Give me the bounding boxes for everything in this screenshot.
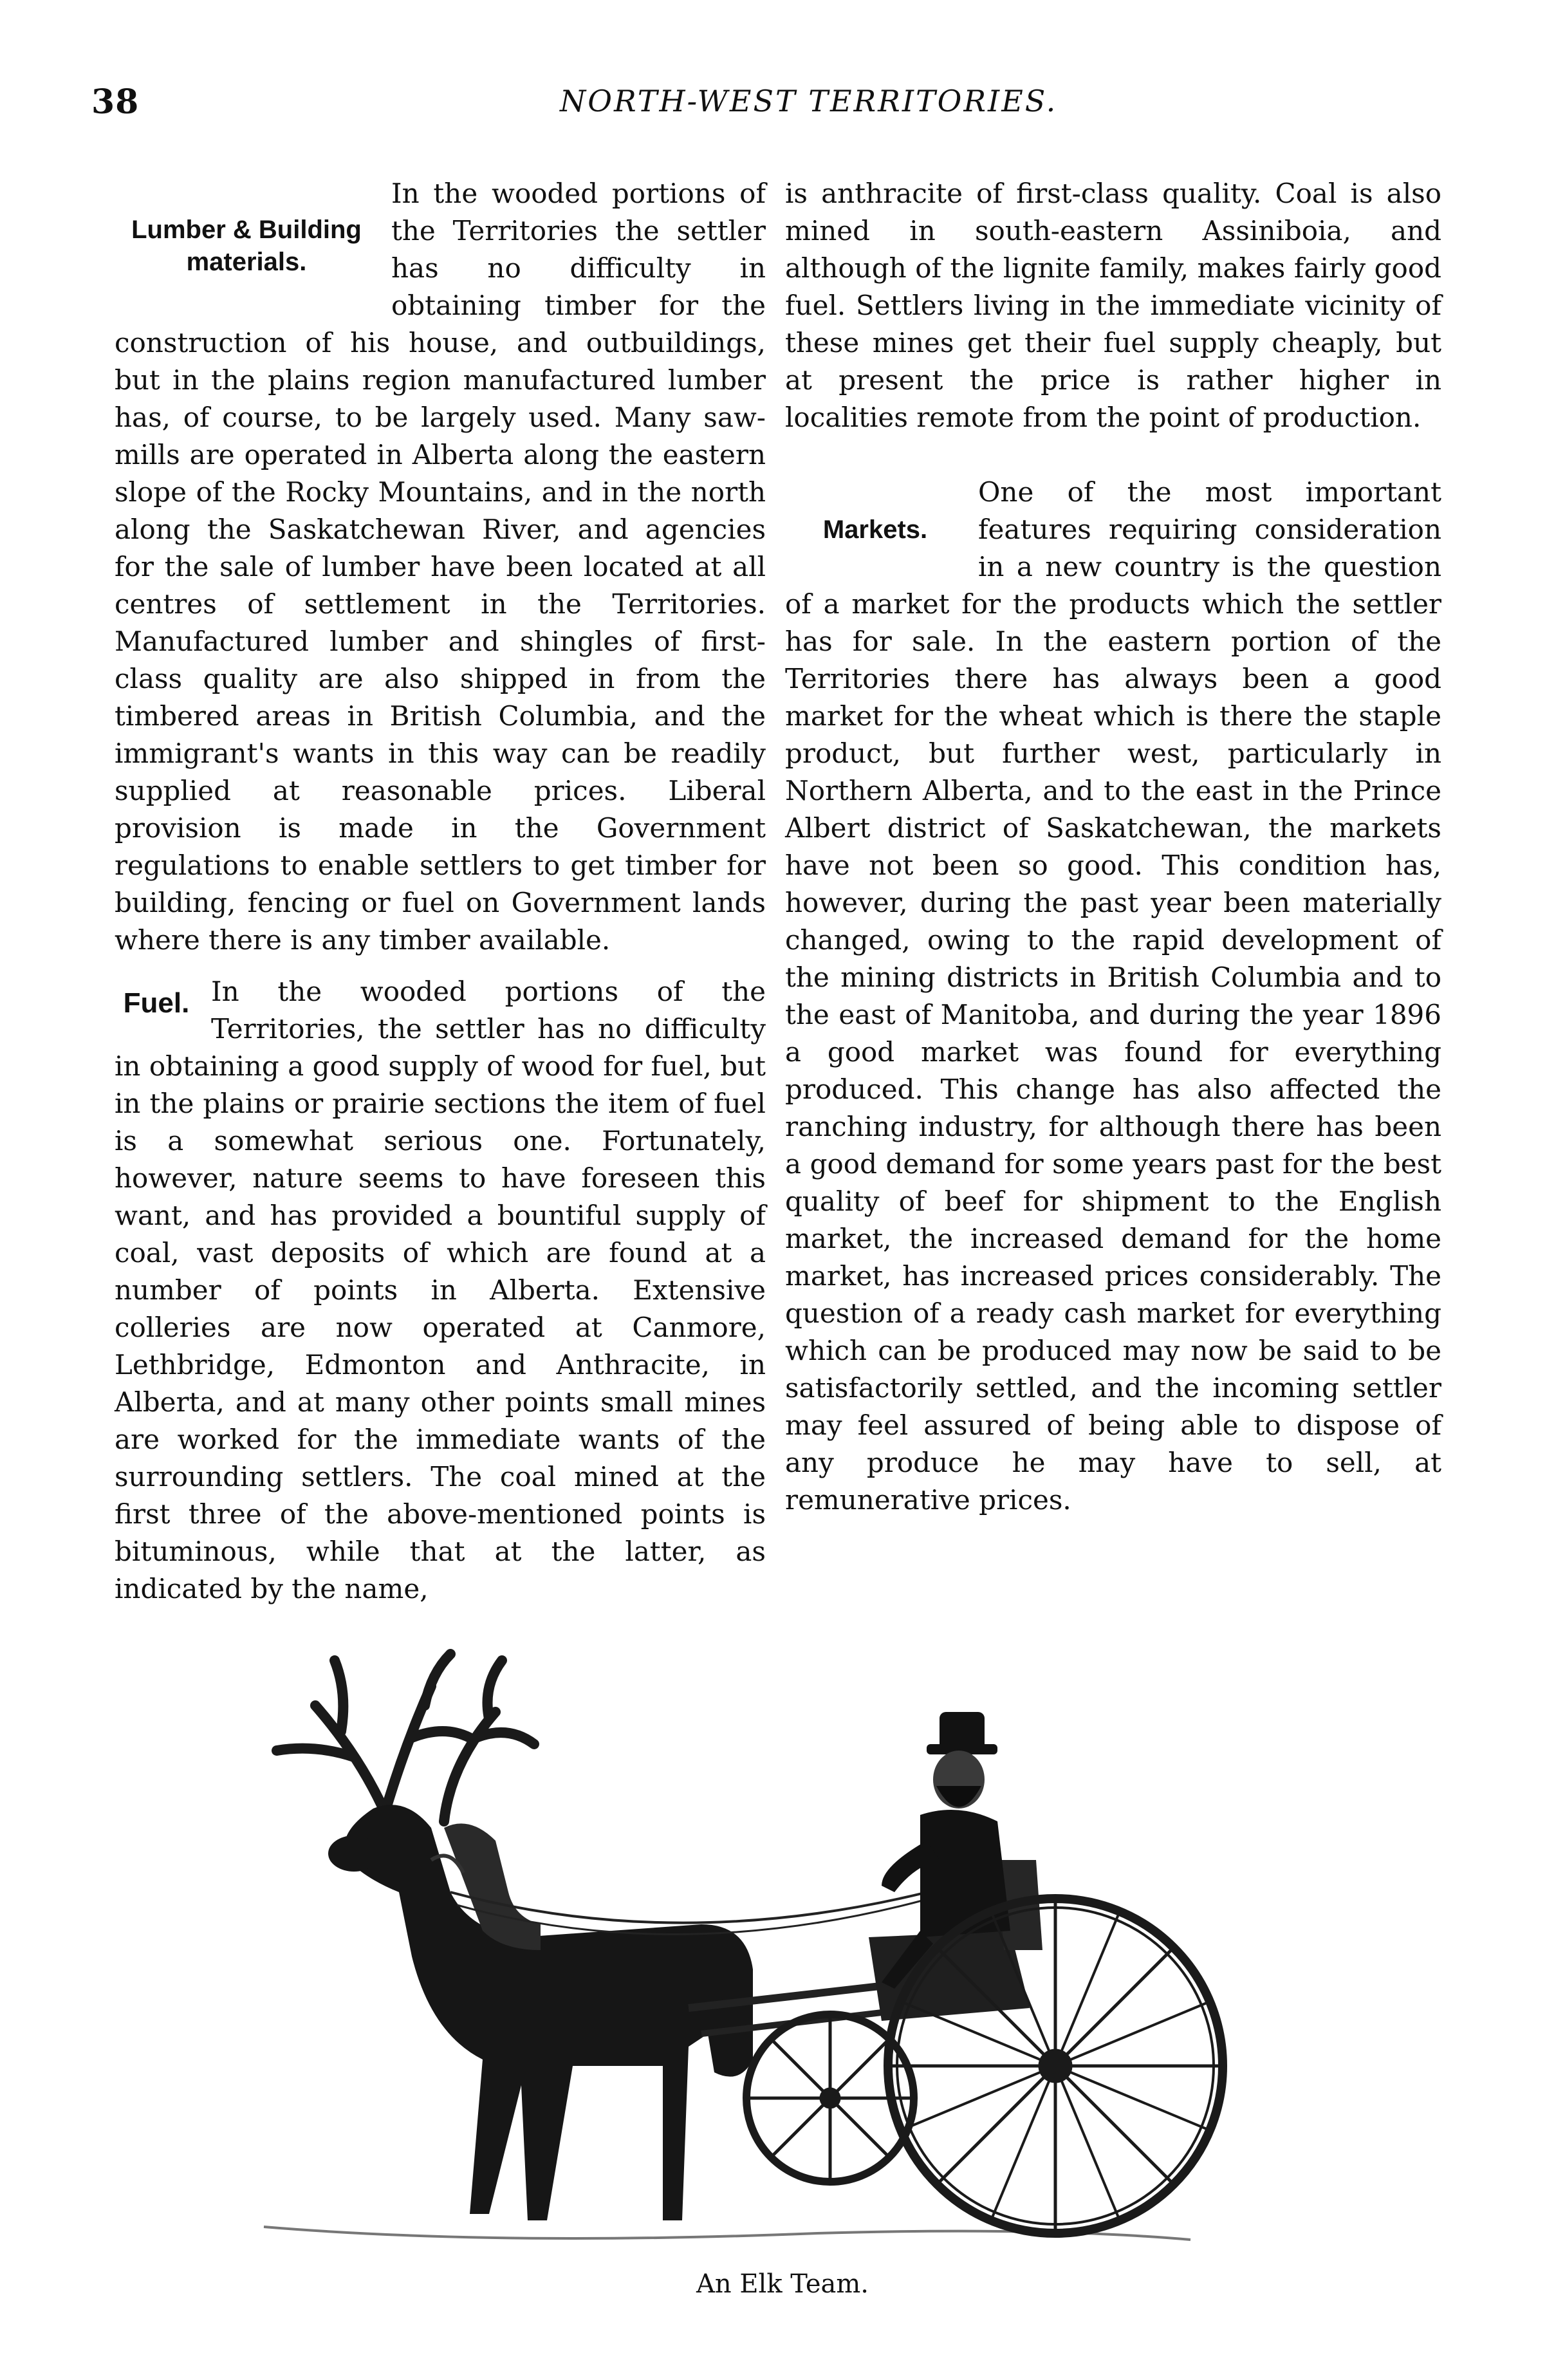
lumber-heading: Lumber & Building materials. [131, 216, 362, 276]
lumber-paragraph [115, 175, 766, 959]
elk-team-illustration [238, 1648, 1268, 2265]
fuel-text: In the wooded portions of the Territories, the settler has no difficulty in obtaining a good supply of wood for fuel, but in the plains or prairie sections the item of fuel is a somewhat serious one. Fortunately, however, nature seems to have foreseen this want, and has provided a bountiful supply of coal, vast deposits of which are found at a number of points in Alberta. Extensive colleries are now operated at Canmore, Lethbridge, Edmonton and Anthracite, in Alberta, and at many other points small mines are worked for the immediate wants of the surrounding settlers. The coal mined at the first three of the above-mentioned points is bituminous, while that at the latter, as indicated by the name, [115, 976, 766, 1604]
rear-wheel [888, 1899, 1223, 2233]
markets-paragraph [785, 474, 1441, 1519]
antlers [277, 1654, 534, 1821]
fuel-paragraph [115, 973, 766, 1608]
markets-heading: Markets. [822, 516, 928, 544]
fuel-continuation: is anthracite of first-class quality. Coal is also mined in south-eastern Assiniboia, and although of the lignite family, makes fairly good fuel. Settlers living in the immediate vicinity of these mines get their fuel supply cheaply, but at present the price is rather higher in localities remote from the point of production. [785, 178, 1441, 433]
fuel-heading: Fuel. [123, 987, 190, 1019]
running-title: NORTH-WEST TERRITORIES. [560, 84, 1058, 118]
figure-caption: An Elk Team. [696, 2269, 869, 2299]
markets-text: One of the most important features requiring consideration in a new country is the question of a market for the products which the settler has for sale. In the eastern portion of the Territories there has always been a good market for the wheat which is there the staple product, but further west, particularly in Northern Alberta, and to the east in the Prince Albert district of Saskatchewan, the markets have not been so good. This condition has, however, during the past year been materially changed, owing to the rapid development of the mining districts in British Columbia and to the east of Manitoba, and during the year 1896 a good market was found for everything produced. This change has also affected the ranching industry, for although there has been a good demand for some years past for the best quality of beef for shipment to the English market, the increased demand for the home market, has increased prices considerably. The question of a ready cash market for everything which can be produced may now be said to be satisfactorily settled, and the incoming settler may feel assured of being able to dispose of any produce he may have to sell, at remunerative prices. [785, 476, 1441, 1516]
lumber-text: In the wooded portions of the Territories the settler has no difficulty in obtaining timber for the construction of his house, and outbuildings, but in the plains region manufactured lumber has, of course, to be largely used. Many saw-mills are operated in Alberta along the eastern slope of the Rocky Mountains, and in the north along the Saskatchewan River, and agencies for the sale of lumber have been located at all centres of settlement in the Territories. Manufactured lumber and shingles of first-class quality are also shipped in from the timbered areas in British Columbia, and the immigrant's wants in this way can be readily supplied at reasonable prices. Liberal provision is made in the Government regulations to enable settlers to get timber for building, fencing or fuel on Government lands where there is any timber available. [115, 178, 766, 956]
page-number: 38 [91, 82, 140, 122]
right-column [785, 175, 1441, 1519]
left-column [115, 175, 766, 1608]
elk-pair [328, 1805, 753, 2220]
elk-cart-drawing [238, 1648, 1268, 2265]
